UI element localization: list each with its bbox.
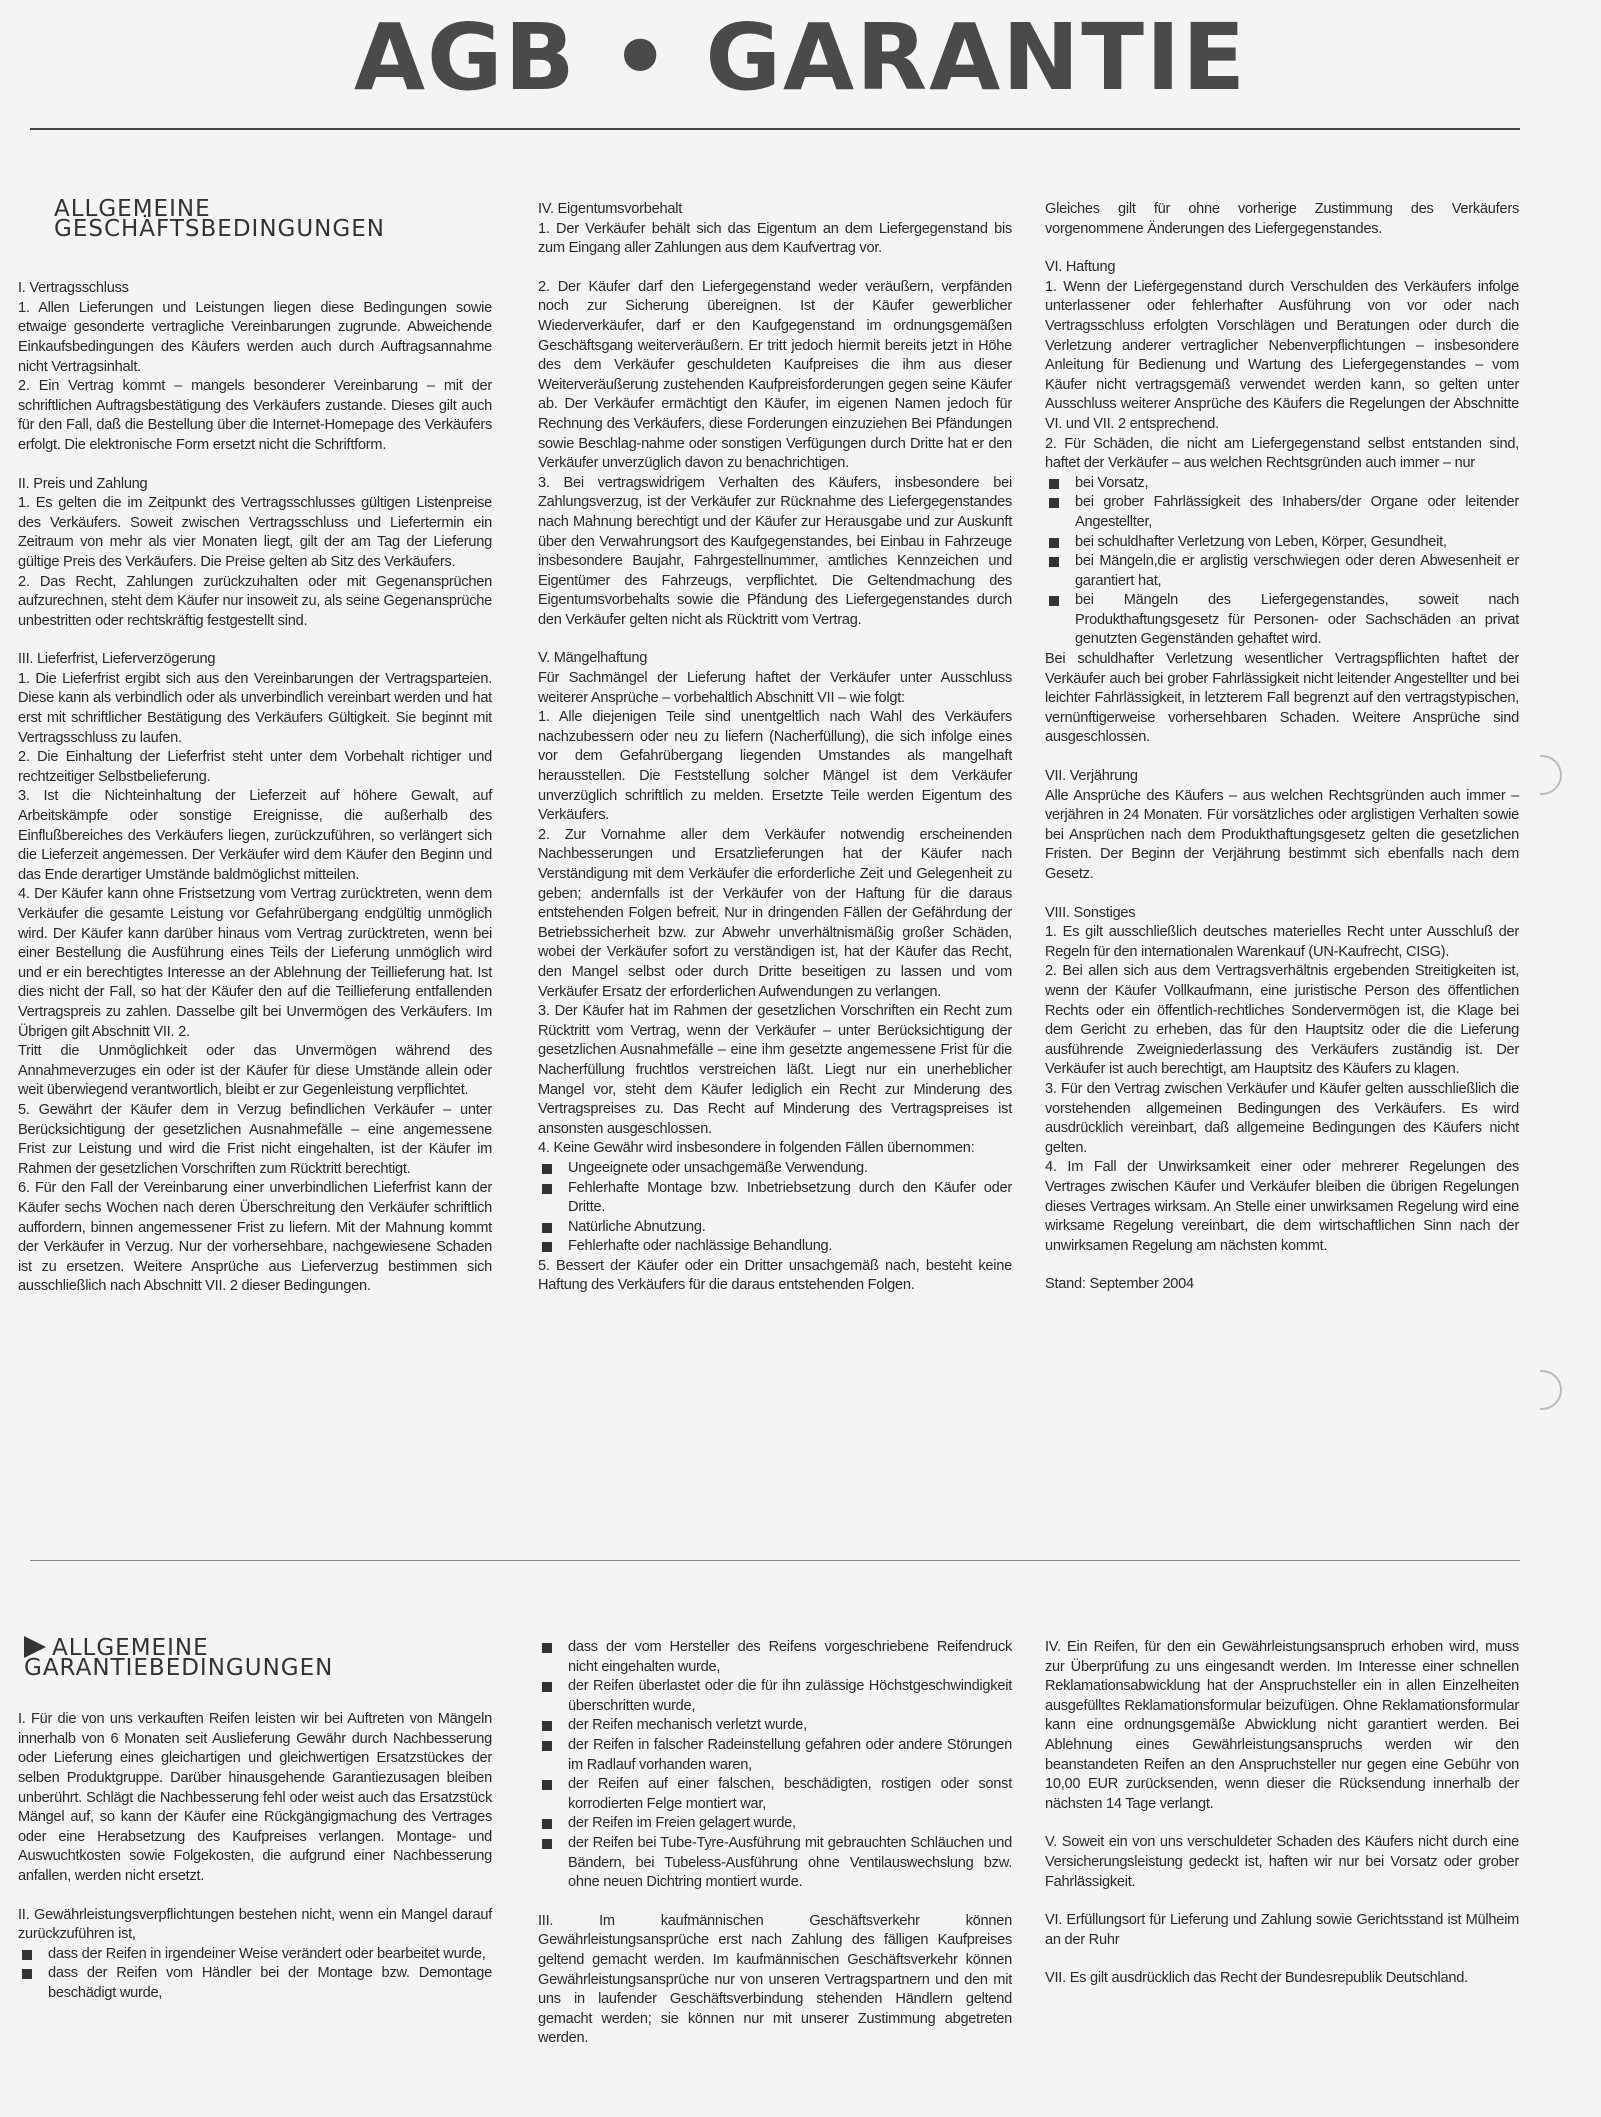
paragraph: Bei schuldhafter Verletzung wesentlicher Vertragspflichten haftet der Verkäufer auch bei grober Fahrlässigkeit nicht leitender Angestellter und bei leichter Fahrlässigkeit, in letzterem Fall begrenzt auf den vertragstypischen, vernünftigerweise vorhersehbaren Schaden. Weitere Ansprüche sind ausgeschlossen.: [1045, 651, 1519, 746]
paragraph: 3. Für den Vertrag zwischen Verkäufer und Käufer gelten ausschließlich die vorstehenden allgemeinen Bedingungen des Verkäufers. Es wird ausdrücklich vereinbart, daß allgemeine Bedingungen des Käufers nicht gelten.: [1045, 1080, 1519, 1156]
list-item: bei Vorsatz,: [1045, 474, 1519, 494]
paragraph: Für Sachmängel der Lieferung haftet der Verkäufer unter Ausschluss weiterer Ansprüche – vorbehaltlich Abschnitt VII – wie folgt:: [538, 670, 1012, 706]
list-item: der Reifen bei Tube-Tyre-Ausführung mit gebrauchten Schläuchen und Bändern, bei Tubeless-Ausführung ohne Ventilauswechslung bzw. ohne neuen Dichtring montiert wurde.: [538, 1834, 1012, 1893]
page-title: AGB • GARANTIE: [353, 4, 1248, 111]
section-heading: IV. Eigentumsvorbehalt: [538, 201, 683, 217]
paragraph: V. Soweit ein von uns verschuldeter Schaden des Käufers nicht durch eine Versicherungsleistung gedeckt ist, haften wir nur bei Vorsatz oder grober Fahrlässigkeit.: [1045, 1834, 1519, 1890]
list-item: bei Mängeln des Liefergegenstandes, soweit nach Produkthaftungsgesetz für Personen- oder Sachschäden an privat genutzten Gegenständen gehaftet wird.: [1045, 591, 1519, 650]
list-item: Fehlerhafte Montage bzw. Inbetriebsetzung durch den Käufer oder Dritte.: [538, 1179, 1012, 1218]
exclusion-list: [538, 1159, 1012, 1257]
paragraph: 3. Ist die Nichteinhaltung der Lieferzeit auf höhere Gewalt, auf Arbeitskämpfe oder sonstige Ereignisse, die außerhalb des Einflußbereiches des Verkäufers liegen, zurückzuführen, so verlängert sich die Lieferzeit angemessen. Der Verkäufer wird dem Käufer den Beginn und das Ende derartiger Umstände baldmöglichst mitteilen.: [18, 788, 492, 883]
paragraph: 2. Ein Vertrag kommt – mangels besonderer Vereinbarung – mit der schriftlichen Auftragsbestätigung des Verkäufers zustande. Dieses gilt auch für den Fall, daß die Bestellung über die Internet-Homepage des Verkäufers erfolgt. Die elektronische Form ersetzt nicht die Schriftform.: [18, 378, 492, 453]
agb-column-2: [538, 200, 1012, 1296]
paragraph: 4. Der Käufer kann ohne Fristsetzung vom Vertrag zurücktreten, wenn dem Verkäufer die gesamte Leistung vor Gefahrübergang endgültig unmöglich wird. Der Käufer kann darüber hinaus vom Vertrag zurücktreten, wenn bei einer Bestellung die Ausführung eines Teils der Lieferung unmöglich wird und er ein berechtigtes Interesse an der Ablehnung der Teillieferung hat. Ist dies nicht der Fall, so hat der Käufer den auf die Teillieferung entfallenden Vertragspreis zu zahlen. Dasselbe gilt bei Unvermögen des Verkäufers. Im Übrigen gilt Abschnitt VII. 2.: [18, 886, 492, 1040]
punch-hole-mark: [1540, 1370, 1562, 1410]
paragraph: VI. Erfüllungsort für Lieferung und Zahlung sowie Gerichtsstand ist Mülheim an der Ruhr: [1045, 1912, 1519, 1948]
section-heading: VIII. Sonstiges: [1045, 904, 1136, 921]
paragraph: I. Für die von uns verkauften Reifen leisten wir bei Auftreten von Mängeln innerhalb von 6 Monaten seit Auslieferung Gewähr durch Nachbesserung oder Lieferung eines gleichartigen und gleichwertigen Ersatzstückes der selben Produktgruppe. Darüber hinausgehende Garantiezusagen bleiben unberührt. Schlägt die Nachbesserung fehl oder weist auch das Ersatzstück Mängel auf, so kann der Käufer eine Rückgängigmachung des Vertrages oder eine Herabsetzung des Kaufpreises verlangen. Montage- und Auswuchtkosten sowie Folgekosten, die aufgrund einer Nachbesserung anfallen, werden nicht ersetzt.: [18, 1711, 492, 1884]
garantie-heading: [24, 1635, 492, 1681]
paragraph: 2. Das Recht, Zahlungen zurückzuhalten oder mit Gegenansprüchen aufzurechnen, steht dem Käufer nur insoweit zu, als seine Gegenansprüche unbestritten oder rechtskräftig festgestellt sind.: [18, 573, 492, 629]
top-rule: [30, 128, 1520, 130]
paragraph: Gleiches gilt für ohne vorherige Zustimmung des Verkäufers vorgenommene Änderungen des Liefergegenstandes.: [1045, 201, 1519, 237]
section-heading: I. Vertragsschluss: [18, 280, 129, 297]
list-item: bei grober Fahrlässigkeit des Inhabers/der Organe oder leitender Angestellter,: [1045, 493, 1519, 532]
paragraph: 3. Bei vertragswidrigem Verhalten des Käufers, insbesondere bei Zahlungsverzug, ist der Verkäufer zur Rücknahme des Liefergegenstandes nach Mahnung berechtigt und der Käufer zur Herausgabe und zur Auskunft über den Verwahrungsort des Kaufgegenstandes, bei Einbau in Fahrzeuge insbesondere Baujahr, Fahrgestellnummer, amtliches Kennzeichen und Eigentümer des Fahrzeugs, verpflichtet. Die Geltendmachung des Eigentumsvorbehalts sowie die Pfändung des Liefergegenstandes durch den Verkäufer gelten nicht als Rücktritt vom Vertrag.: [538, 474, 1012, 628]
paragraph: 1. Es gilt ausschließlich deutsches materielles Recht unter Ausschluß der Regeln für den internationalen Warenkauf (UN-Kaufrecht, CISG).: [1045, 924, 1519, 960]
agb-column-1: [18, 196, 492, 1297]
section-heading: III. Lieferfrist, Lieferverzögerung: [18, 651, 216, 668]
list-item: der Reifen auf einer falschen, beschädigten, rostigen oder sonst korrodierten Felge montiert war,: [538, 1775, 1012, 1814]
list-item: bei schuldhafter Verletzung von Leben, Körper, Gesundheit,: [1045, 533, 1519, 553]
paragraph: VII. Es gilt ausdrücklich das Recht der Bundesrepublik Deutschland.: [1045, 1970, 1468, 1987]
exclusion-list-continued: [538, 1638, 1012, 1893]
garantie-column-3: [1045, 1638, 1519, 1989]
list-item: dass der Reifen in irgendeiner Weise verändert oder bearbeitet wurde,: [18, 1945, 492, 1965]
paragraph: 2. Für Schäden, die nicht am Liefergegenstand selbst entstanden sind, haftet der Verkäufer – aus welchen Rechtsgründen auch immer – nur: [1045, 435, 1519, 472]
agb-heading: ALLGEMEINE GESCHÄFTSBEDINGUNGEN: [54, 196, 385, 242]
list-item: dass der Reifen vom Händler bei der Montage bzw. Demontage beschädigt wurde,: [18, 1964, 492, 2003]
stand-date: Stand: September 2004: [1045, 1276, 1194, 1293]
paragraph: 2. Die Einhaltung der Lieferfrist steht unter dem Vorbehalt richtiger und rechtzeitiger Selbstbelieferung.: [18, 749, 492, 785]
punch-hole-mark: [1540, 755, 1562, 795]
garantie-heading-text: ALLGEMEINE GARANTIEBEDINGUNGEN: [24, 1635, 334, 1681]
paragraph: 1. Die Lieferfrist ergibt sich aus den Vereinbarungen der Vertragsparteien. Diese kann als verbindlich oder als unverbindlich vereinbart werden und hat erst mit schriftlicher Bestätigung des Verkäufers Gültigkeit. Sie beginnt mit Vertragsschluss zu laufen.: [18, 670, 492, 746]
section-heading: V. Mängelhaftung: [538, 650, 648, 667]
paragraph: 4. Keine Gewähr wird insbesondere in folgenden Fällen übernommen:: [538, 1140, 975, 1157]
paragraph: 4. Im Fall der Unwirksamkeit einer oder mehrerer Regelungen des Vertrages zwischen Käufer und Verkäufer bleiben die übrigen Regelungen dieses Vertrages wirksam. An Stelle einer unwirksamen Regelung wird eine wirksame Regelung vereinbart, die dem wirtschaftlichen Sinn nach der unwirksamen Regelung am nächsten kommt.: [1045, 1159, 1519, 1254]
paragraph: Alle Ansprüche des Käufers – aus welchen Rechtsgründen auch immer – verjähren in 24 Monaten. Für vorsätzliches oder arglistigen Verhalten sowie bei Ansprüchen nach dem Produkthaftungsgesetz gelten die gesetzlichen Fristen. Der Beginn der Verjährung bestimmt sich ebenfalls nach dem Gesetz.: [1045, 787, 1519, 882]
liability-list: [1045, 474, 1519, 650]
paragraph: 5. Gewährt der Käufer dem in Verzug befindlichen Verkäufer – unter Berücksichtigung der gesetzlichen Ausnahmefälle – eine angemessene Frist zur Leistung und wird die Frist nicht eingehalten, ist der Käufer im Rahmen der gesetzlichen Vorschriften zum Rücktritt berechtigt.: [18, 1101, 492, 1177]
agb-column-3: [1045, 200, 1519, 1295]
section-heading: VI. Haftung: [1045, 259, 1116, 276]
list-item: der Reifen mechanisch verletzt wurde,: [538, 1716, 1012, 1736]
paragraph: Tritt die Unmöglichkeit oder das Unvermögen während des Annahmeverzuges ein oder ist der Käufer für diese Umstände allein oder weit überwiegend verantwortlich, bleibt er zur Gegenleistung verpflichtet.: [18, 1043, 492, 1099]
paragraph: III. Im kaufmännischen Geschäftsverkehr können Gewährleistungsansprüche erst nach Zahlung des fälligen Kaufpreises geltend gemacht werden. Im kaufmännischen Geschäftsverkehr können Gewährleistungsansprüche nur von unseren Vertragspartnern und den mit uns in laufender Geschäftsverbindung stehenden Händlern geltend gemacht werden; sie können nur mit unserer Zustimmung abgetreten werden.: [538, 1912, 1012, 2047]
list-item: Natürliche Abnutzung.: [538, 1218, 1012, 1238]
paragraph: 2. Der Käufer darf den Liefergegenstand weder veräußern, verpfänden noch zur Sicherung übereignen. Ist der Käufer gewerblicher Wiederverkäufer, darf er den Kaufgegenstand im ordnungsgemäßen Geschäftsgang weiterveräußern. Er tritt jedoch hiermit bereits jetzt in Höhe des dem Verkäufer geschuldeten Kaufpreises die ihm aus dieser Weiterveräußerung zustehenden Kaufpreisforderungen gegen seine Käufer ab. Der Verkäufer ermächtigt den Käufer, im eigenen Namen jedoch für Rechnung des Verkäufers, diese Forderungen einzuziehen Bei Pfändungen sowie Beschlag-nahme oder sonstigen Verfügungen durch Dritte hat er den Verkäufer unverzüglich davon zu benachrichtigen.: [538, 278, 1012, 472]
list-item: Ungeeignete oder unsachgemäße Verwendung.: [538, 1159, 1012, 1179]
garantie-column-1: [18, 1636, 492, 2004]
list-item: der Reifen in falscher Radeinstellung gefahren oder andere Störungen im Radlauf vorhanden waren,: [538, 1736, 1012, 1775]
paragraph: 1. Der Verkäufer behält sich das Eigentum an dem Liefergegenstand bis zum Eingang aller Zahlungen aus dem Kaufvertrag vor.: [538, 220, 1012, 257]
list-item: der Reifen überlastet oder die für ihn zulässige Höchstgeschwindigkeit überschritten wurde,: [538, 1677, 1012, 1716]
list-item: Fehlerhafte oder nachlässige Behandlung.: [538, 1237, 1012, 1257]
paragraph: 1. Es gelten die im Zeitpunkt des Vertragsschlusses gültigen Listenpreise des Verkäufers. Soweit zwischen Vertragsschluss und Liefertermin ein Zeitraum von mehr als vier Monaten liegt, gilt der am Tag der Lieferung gültige Preis des Verkäufers. Die Preise gelten ab Sitz des Verkäufers.: [18, 495, 492, 570]
paragraph: 3. Der Käufer hat im Rahmen der gesetzlichen Vorschriften ein Recht zum Rücktritt vom Vertrag, wenn der Verkäufer – unter Berücksichtigung der gesetzlichen Ausnahmefälle – eine ihm gesetzte angemessene Frist für die Nacherfüllung fruchtlos verstreichen läßt. Liegt nur ein unerheblicher Mangel vor, steht dem Käufer lediglich ein Recht zur Minderung des Vertragspreises zu. Das Recht auf Minderung des Vertragspreises ist ansonsten ausgeschlossen.: [538, 1003, 1012, 1137]
list-item: der Reifen im Freien gelagert wurde,: [538, 1814, 1012, 1834]
paragraph: 5. Bessert der Käufer oder ein Dritter unsachgemäß nach, besteht keine Haftung des Verkäufers für die daraus entstehenden Folgen.: [538, 1257, 1012, 1294]
list-item: bei Mängeln,die er arglistig verschwiegen oder deren Abwesenheit er garantiert hat,: [1045, 552, 1519, 591]
paragraph: 1. Alle diejenigen Teile sind unentgeltlich nach Wahl des Verkäufers nachzubessern oder neu zu liefern (Nacherfüllung), die sich infolge eines vor dem Gefahrübergang liegenden Umstandes als mangelhaft herausstellen. Die Feststellung solcher Mängel ist dem Verkäufer unverzüglich schriftlich zu melden. Ersetzte Teile werden Eigentum des Verkäufers.: [538, 709, 1012, 824]
garantie-column-2: [538, 1638, 1012, 2049]
paragraph: 1. Wenn der Liefergegenstand durch Verschulden des Verkäufers infolge unterlassener oder fehlerhafter Ausführung von vor oder nach Vertragsschluss erfolgten Vorschlägen und Beratungen oder durch die Verletzung anderer vertraglicher Nebenverpflichtungen – insbesondere Anleitung für Bedienung und Wartung des Liefergegenstandes – vom Käufer nicht vertragsgemäß verwendet werden kann, so gelten unter Ausschluss weiterer Ansprüche des Käufers die Regelungen der Abschnitte VI. und VII. 2 entsprechend.: [1045, 278, 1519, 432]
paragraph: 1. Allen Lieferungen und Leistungen liegen diese Bedingungen sowie etwaige gesonderte vertragliche Vereinbarungen zugrunde. Abweichende Einkaufsbedingungen des Käufers werden auch durch Auftragsannahme nicht Vertragsinhalt.: [18, 299, 492, 375]
paragraph: 2. Zur Vornahme aller dem Verkäufer notwendig erscheinenden Nachbesserungen und Ersatzlieferungen hat der Käufer nach Verständigung mit dem Verkäufer die erforderliche Zeit und Gelegenheit zu geben; andernfalls ist der Verkäufer von der Haftung für die daraus entstehenden Folgen befreit. Nur in dringenden Fällen der Gefährdung der Betriebssicherheit bzw. zur Abwehr unverhältnismäßig großer Schäden, wobei der Verkäufer sofort zu verständigen ist, hat der Käufer das Recht, den Mangel selbst oder durch Dritte beseitigen zu lassen und vom Verkäufer Ersatz der erforderlichen Aufwendungen zu verlangen.: [538, 826, 1012, 1000]
exclusion-list: [18, 1945, 492, 2004]
section-heading: II. Preis und Zahlung: [18, 475, 148, 492]
paragraph: IV. Ein Reifen, für den ein Gewährleistungsanspruch erhoben wird, muss zur Überprüfung zu uns eingesandt werden. Im Interesse einer schnellen Reklamationsabwicklung hat der Anspruchsteller ein in allen Einzelheiten ausgefülltes Reklamationsformular beizufügen. Ohne Reklamationsformular kann eine ordnungsgemäße Abwicklung nicht garantiert werden. Bei Ablehnung eines Gewährleistungsanspruchs werden wir den beanstandeten Reifen an den Anspruchsteller nur gegen eine Gebühr von 10,00 EUR zurücksenden, wenn dieser die Rücksendung innerhalb der nächsten 14 Tage verlangt.: [1045, 1639, 1519, 1812]
list-item: dass der vom Hersteller des Reifens vorgeschriebene Reifendruck nicht eingehalten wurde,: [538, 1638, 1012, 1677]
section-heading: VII. Verjährung: [1045, 768, 1138, 785]
paragraph: II. Gewährleistungsverpflichtungen bestehen nicht, wenn ein Mangel darauf zurückzuführen ist,: [18, 1906, 492, 1943]
middle-rule: [30, 1560, 1520, 1561]
paragraph: 2. Bei allen sich aus dem Vertragsverhältnis ergebenden Streitigkeiten ist, wenn der Käufer Vollkaufmann, eine juristische Person des öffentlichen Rechts oder ein öffentlich-rechtliches Sondervermögen ist, die Klage bei dem Gericht zu erheben, das für den Hauptsitz oder die die Lieferung ausführende Zweigniederlassung des Verkäufers zuständig ist. Der Verkäufer ist auch berechtigt, am Hauptsitz des Käufers zu klagen.: [1045, 963, 1519, 1078]
paragraph: 6. Für den Fall der Vereinbarung einer unverbindlichen Lieferfrist kann der Käufer sechs Wochen nach deren Überschreitung den Verkäufer schriftlich auffordern, binnen angemessener Frist zu liefern. Mit der Mahnung kommt der Verkäufer in Verzug. Nur der vorhersehbare, nachgewiesene Schaden ist zu ersetzen. Weitere Ansprüche aus Lieferverzug bestimmen sich ausschließlich nach Abschnitt VII. 2 dieser Bedingungen.: [18, 1180, 492, 1295]
